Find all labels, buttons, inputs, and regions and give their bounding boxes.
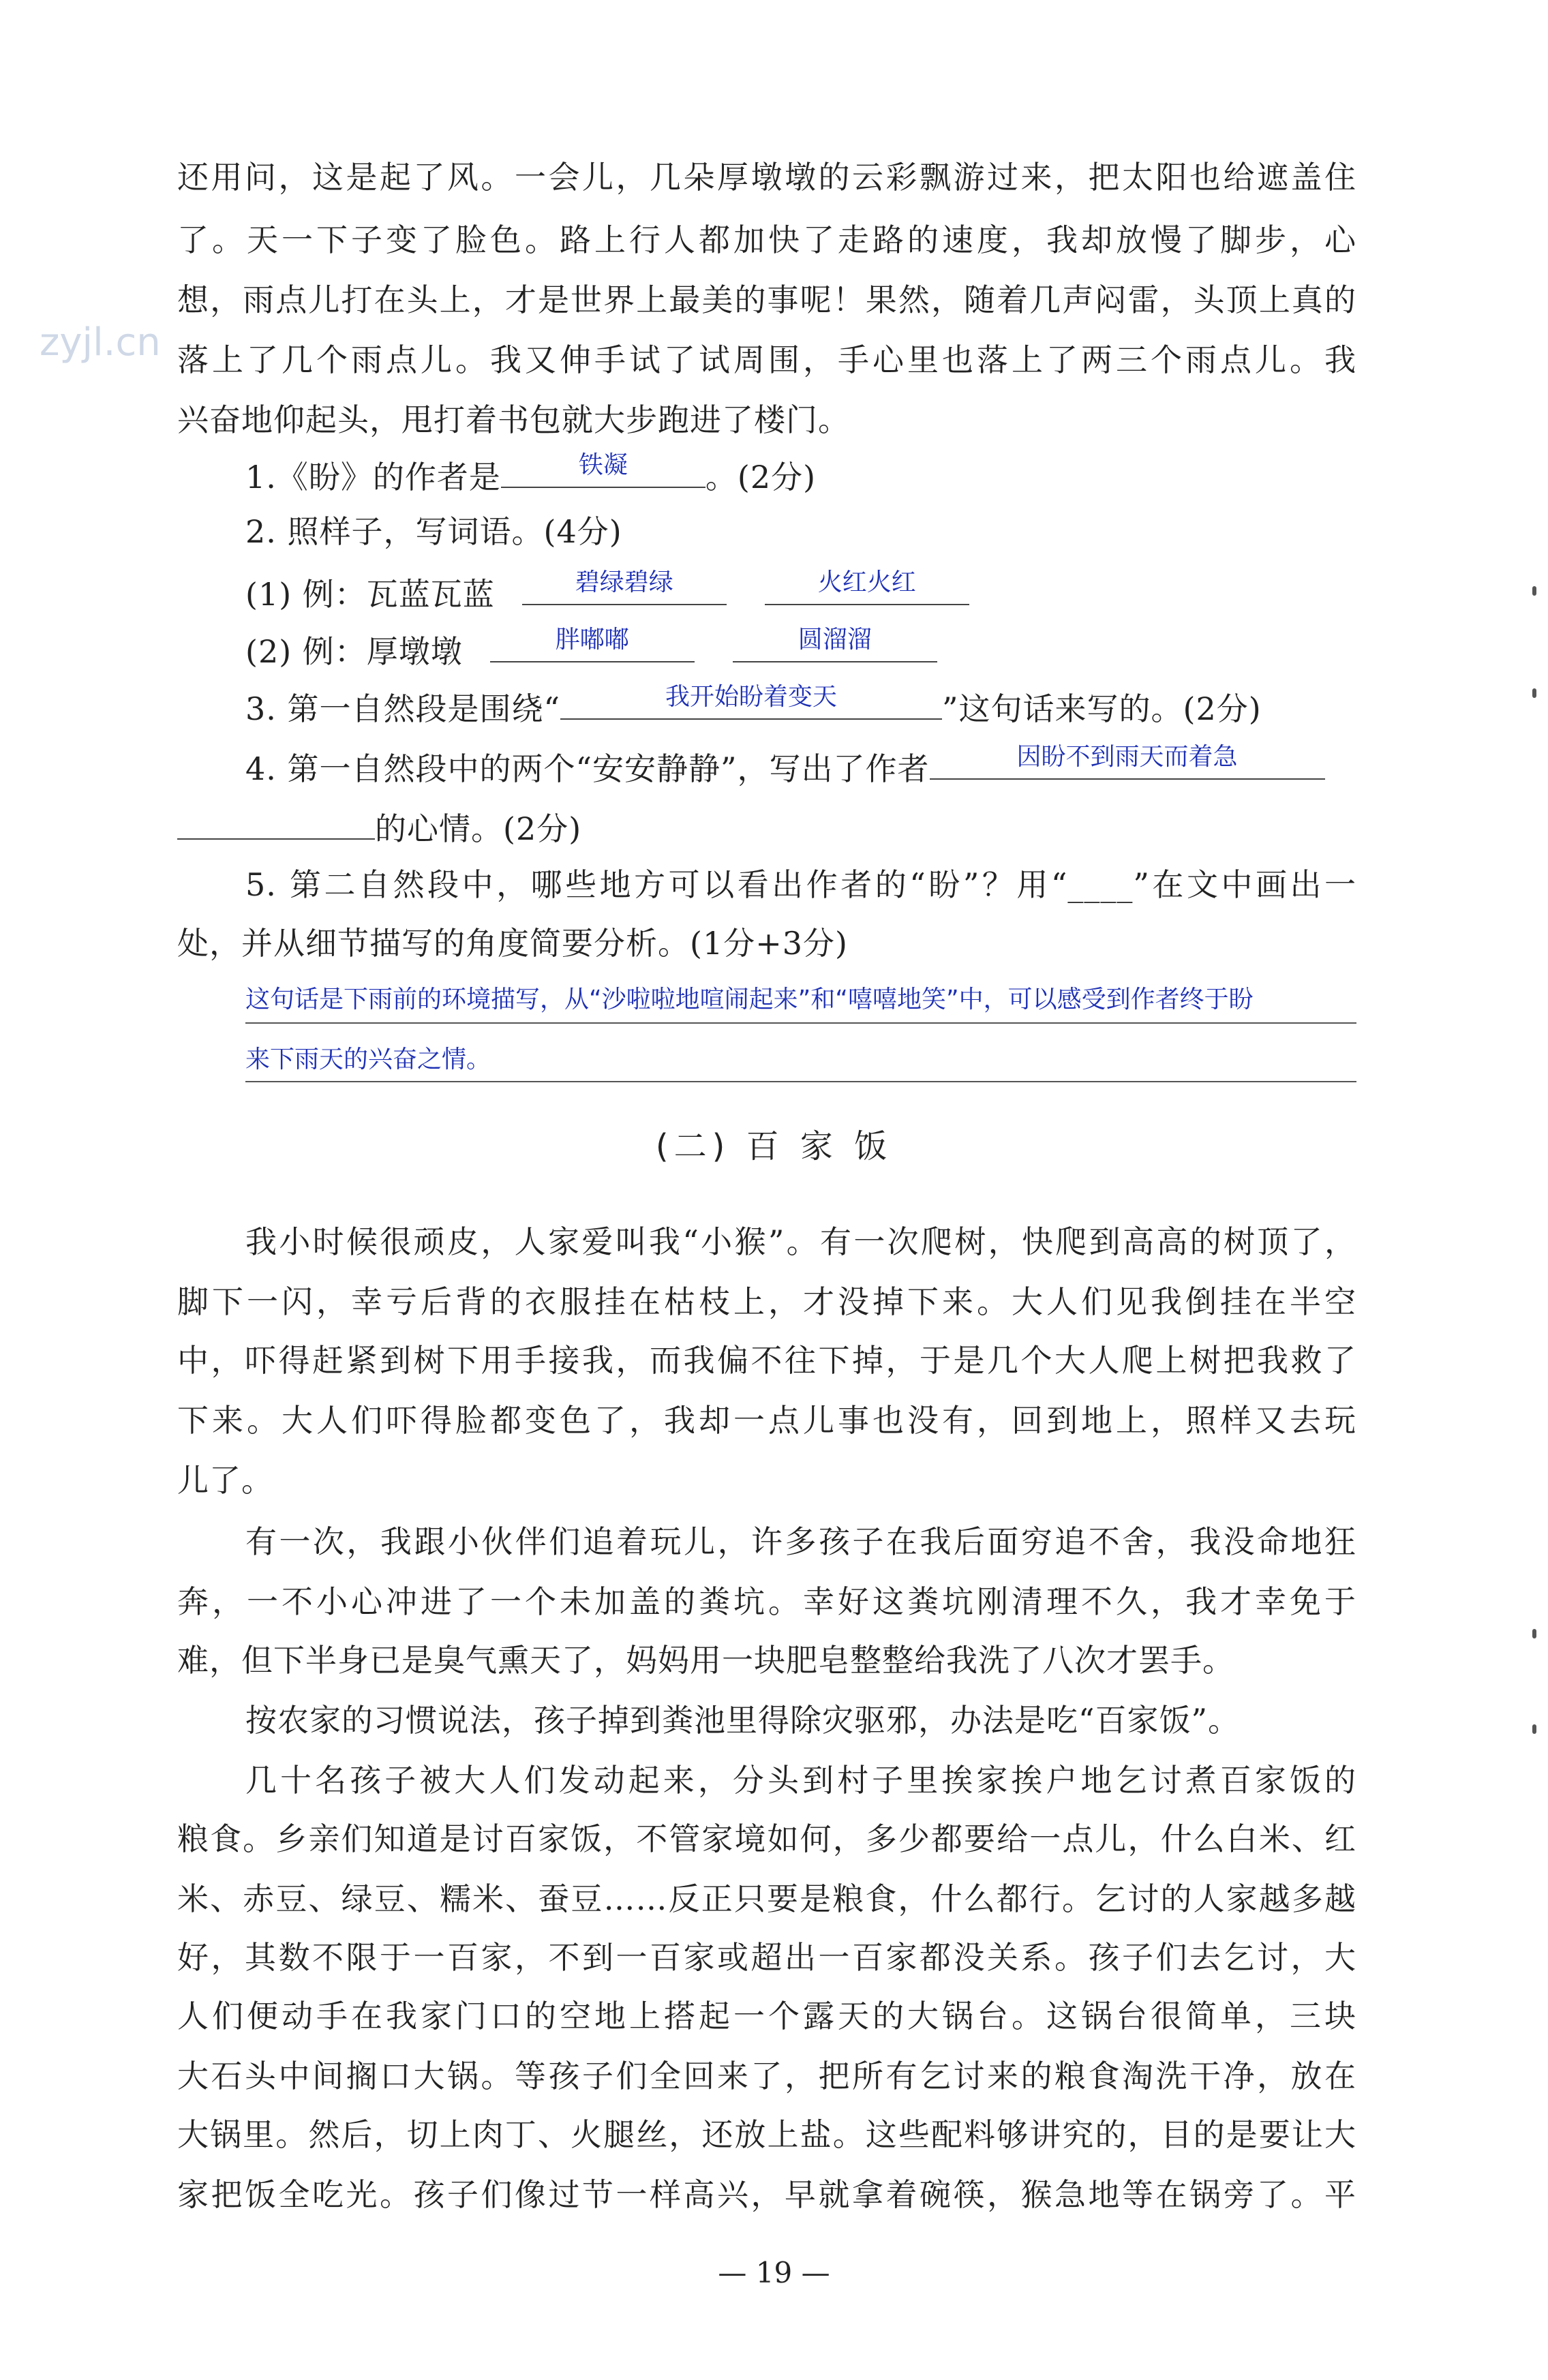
- section-title: (二) 百 家 饭: [655, 1127, 893, 1165]
- passage2-line-11: 粮食。乡亲们知道是讨百家饭，不管家境如何，多少都要给一点儿，什么白米、红: [177, 1820, 1356, 1857]
- q4-answer-blank[interactable]: [930, 744, 1325, 780]
- q3-prompt: 3. 第一自然段是围绕“: [245, 690, 561, 727]
- passage2-line-13: 好，其数不限于一百家，不到一百家或超出一百家都没关系。孩子们去乞讨，大: [177, 1939, 1356, 1976]
- q1-points: 。(2分): [705, 459, 817, 495]
- question-2-title: 2. 照样子，写词语。(4分): [245, 513, 622, 550]
- question-5-line-2: 处，并从细节描写的角度简要分析。(1分+3分): [177, 925, 848, 962]
- passage2-line-6: 有一次，我跟小伙伴们追着玩儿，许多孩子在我后面穷追不舍，我没命地狂: [245, 1523, 1356, 1560]
- passage2-line-15: 大石头中间搁口大锅。等孩子们全回来了，把所有乞讨来的粮食淘洗干净，放在: [177, 2058, 1356, 2094]
- passage2-line-12: 米、赤豆、绿豆、糯米、蚕豆……反正只要是粮食，什么都行。乞讨的人家越多越: [177, 1880, 1356, 1917]
- binding-mark: [1532, 1629, 1536, 1638]
- passage1-line-1: 还用问，这是起了风。一会儿，几朵厚墩墩的云彩飘游过来，把太阳也给遮盖住: [177, 159, 1356, 196]
- binding-mark: [1532, 1724, 1536, 1734]
- question-3: [245, 684, 1356, 731]
- q4-answer-blank-cont[interactable]: [177, 804, 375, 840]
- passage2-line-14: 人们便动手在我家门口的空地上搭起一个露天的大锅台。这锅台很简单，三块: [177, 1998, 1356, 2034]
- q4-points: 的心情。(2分): [375, 810, 582, 847]
- passage2-line-3: 中，吓得赶紧到树下用手接我，而我偏不往下掉，于是几个大人爬上树把我救了: [177, 1342, 1356, 1379]
- question-4-cont: [177, 804, 1356, 851]
- question-2-row-1: [245, 570, 1356, 616]
- q3-answer-blank[interactable]: [560, 684, 942, 720]
- page-number: — 19 —: [718, 2256, 830, 2289]
- q2-row1-example: (1) 例：瓦蓝瓦蓝: [245, 576, 495, 613]
- passage2-line-16: 大锅里。然后，切上肉丁、火腿丝，还放上盐。这些配料够讲究的，目的是要让大: [177, 2116, 1356, 2153]
- question-4: [245, 744, 1356, 791]
- passage2-line-1: 我小时候很顽皮，人家爱叫我“小猴”。有一次爬树，快爬到高高的树顶了，: [245, 1223, 1356, 1260]
- q2-row2-blank-2[interactable]: [733, 627, 937, 662]
- binding-mark: [1532, 688, 1536, 698]
- q1-answer: 铁凝: [578, 451, 628, 479]
- q2-row2-answer-2: 圆溜溜: [798, 626, 872, 654]
- q2-row2-example: (2) 例：厚墩墩: [245, 633, 463, 670]
- q4-prompt: 4. 第一自然段中的两个“安安静静”，写出了作者: [245, 750, 930, 787]
- q1-answer-blank[interactable]: [501, 453, 705, 488]
- q3-points: ”这句话来写的。(2分): [942, 690, 1262, 727]
- q3-answer: 我开始盼着变天: [665, 683, 838, 711]
- q2-row1-answer-2: 火红火红: [817, 568, 916, 596]
- passage2-line-9: 按农家的习惯说法，孩子掉到粪池里得除灾驱邪，办法是吃“百家饭”。: [245, 1702, 1241, 1739]
- question-1: [245, 453, 1356, 499]
- q4-answer: 因盼不到雨天而着急: [1016, 743, 1238, 771]
- q2-row2-answer-1: 胖嘟嘟: [555, 626, 629, 654]
- passage2-line-4: 下来。大人们吓得脸都变色了，我却一点儿事也没有，回到地上，照样又去玩: [177, 1402, 1356, 1439]
- question-5-line-1: 5. 第二自然段中，哪些地方可以看出作者的“盼”？用“____”在文中画出一: [245, 866, 1356, 903]
- passage2-line-5: 儿了。: [177, 1462, 273, 1499]
- passage1-line-5: 兴奋地仰起头，甩打着书包就大步跑进了楼门。: [177, 401, 850, 438]
- passage2-line-2: 脚下一闪，幸亏后背的衣服挂在枯枝上，才没掉下来。大人们见我倒挂在半空: [177, 1283, 1356, 1320]
- q2-row1-answer-1: 碧绿碧绿: [575, 568, 673, 596]
- passage1-line-3: 想，雨点儿打在头上，才是世界上最美的事呢！果然，随着几声闷雷，头顶上真的: [177, 281, 1356, 318]
- q5-answer-1: 这句话是下雨前的环境描写，从“沙啦啦地喧闹起来”和“嘻嘻地笑”中，可以感受到作者终于盼: [245, 986, 1254, 1013]
- question-2-row-2: [245, 627, 1356, 673]
- q2-row1-blank-1[interactable]: [522, 570, 727, 605]
- passage1-line-4: 落上了几个雨点儿。我又伸手试了试周围，手心里也落上了两三个雨点儿。我: [177, 341, 1356, 378]
- passage2-line-8: 难，但下半身已是臭气熏天了，妈妈用一块肥皂整整给我洗了八次才罢手。: [177, 1642, 1234, 1679]
- q1-prompt: 1.《盼》的作者是: [245, 459, 501, 495]
- passage2-line-10: 几十名孩子被大人们发动起来，分头到村子里挨家挨户地乞讨煮百家饭的: [245, 1762, 1356, 1799]
- q2-row1-blank-2[interactable]: [765, 570, 969, 605]
- watermark-logo: zyjl.cn: [40, 320, 161, 365]
- passage1-line-2: 了。天一下子变了脸色。路上行人都加快了走路的速度，我却放慢了脚步，心: [177, 222, 1356, 258]
- binding-mark: [1532, 586, 1536, 596]
- passage2-line-7: 奔，一不小心冲进了一个未加盖的粪坑。幸好这粪坑刚清理不久，我才幸免于: [177, 1583, 1356, 1620]
- q2-row2-blank-1[interactable]: [490, 627, 695, 662]
- passage2-line-17: 家把饭全吃光。孩子们像过节一样高兴，早就拿着碗筷，猴急地等在锅旁了。平: [177, 2176, 1356, 2213]
- q5-answer-2: 来下雨天的兴奋之情。: [245, 1046, 491, 1073]
